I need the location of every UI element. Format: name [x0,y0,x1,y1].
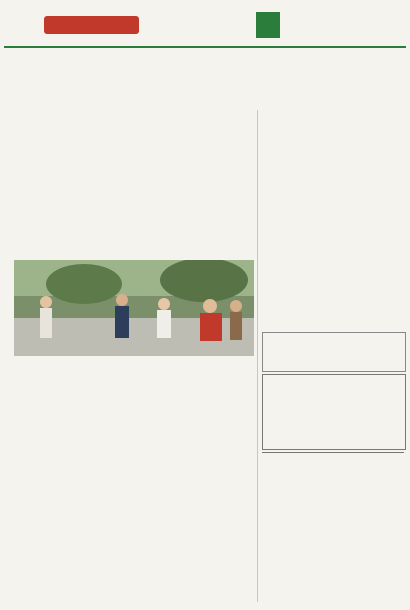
lead-photo [14,260,254,356]
masthead-date [74,6,214,13]
column-divider [257,110,258,602]
main-headline [4,50,406,90]
masthead [4,4,406,48]
page-number [256,12,280,38]
second-story-body [14,414,254,602]
photo-caption [14,358,254,382]
lead-photo-image [14,260,254,356]
notice-box [262,332,406,372]
legal-notice-box [262,374,406,450]
section-title [146,14,256,32]
second-story-headline [22,392,254,410]
masthead-logo [44,16,139,34]
newspaper-page [4,4,406,606]
lead-article-body [14,114,254,258]
editor-credits [288,12,404,42]
side-story [260,110,406,330]
statement-section [262,452,404,603]
main-subheadline [16,94,406,106]
